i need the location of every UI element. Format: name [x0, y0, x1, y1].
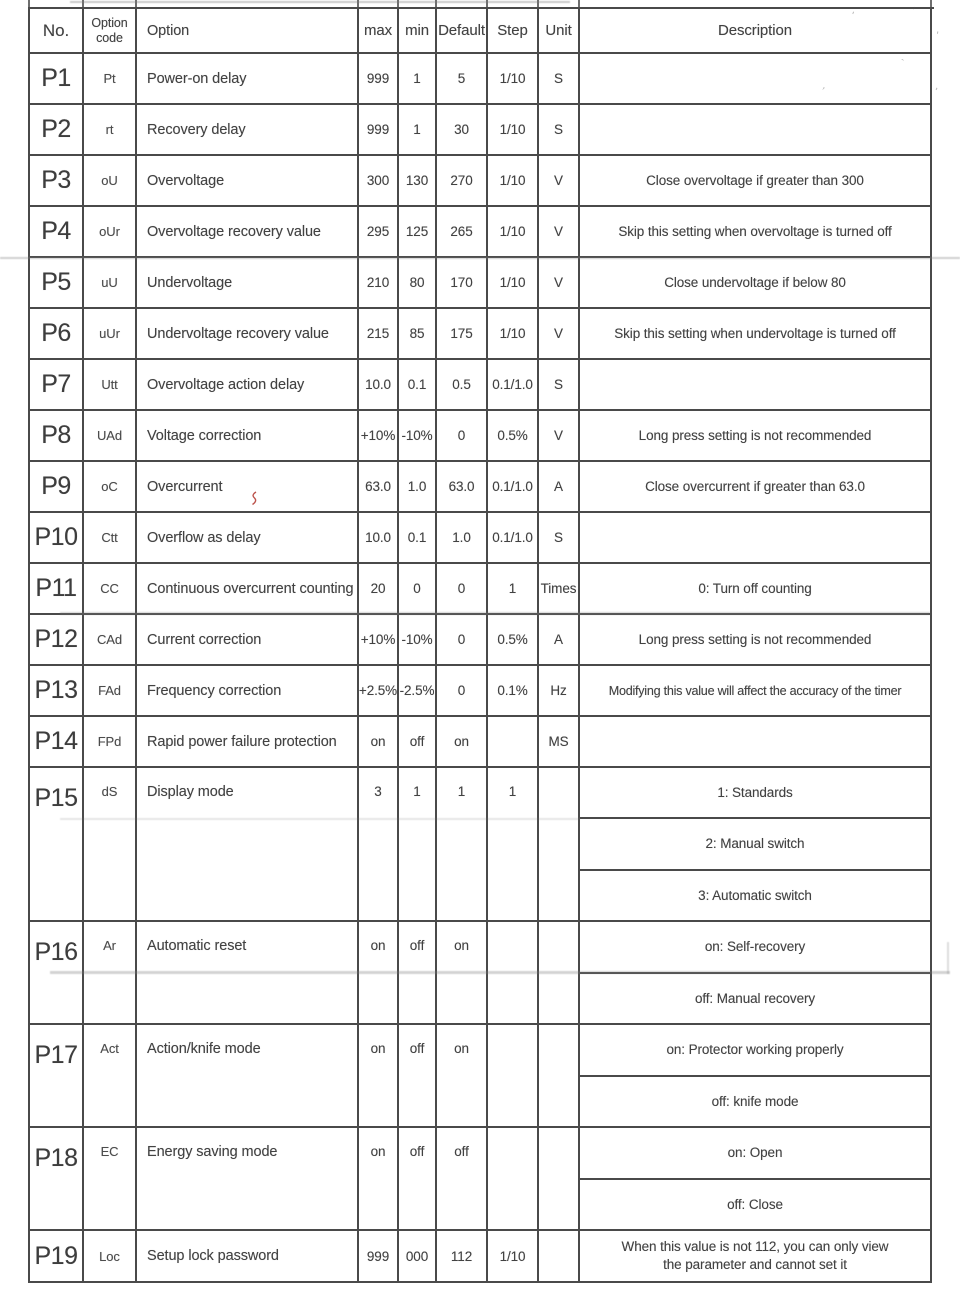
cell-max: +10% — [359, 615, 399, 666]
cell-unit: MS — [539, 717, 580, 768]
cell-option: Recovery delay — [137, 105, 359, 156]
cell-option: Automatic reset — [137, 922, 359, 1025]
cell-option: Overflow as delay — [137, 513, 359, 564]
cell-no: P16 — [30, 922, 84, 1025]
cell-default: 1 — [437, 768, 488, 922]
scan-artifact — [60, 612, 930, 615]
cell-unit: V — [539, 309, 580, 360]
cell-option: Voltage correction — [137, 411, 359, 462]
cell-description — [580, 768, 932, 922]
pencil-mark: ' — [934, 29, 940, 43]
header-option: Option — [137, 9, 359, 54]
cell-description: Skip this setting when overvoltage is turned off — [580, 207, 932, 258]
cell-no: P14 — [30, 717, 84, 768]
cell-description: Skip this setting when undervoltage is turned off — [580, 309, 932, 360]
cell-option-code: rt — [84, 105, 137, 156]
cell-option-code: oU — [84, 156, 137, 207]
cell-step: 1/10 — [488, 156, 539, 207]
cell-default: 270 — [437, 156, 488, 207]
cell-unit: S — [539, 360, 580, 411]
table-row-p13 — [30, 666, 934, 717]
description-line: 3: Automatic switch — [580, 869, 930, 920]
cell-step: 0.1% — [488, 666, 539, 717]
header-min: min — [399, 9, 437, 54]
cell-max: 999 — [359, 54, 399, 105]
cell-no: P19 — [30, 1231, 84, 1283]
cell-max: on — [359, 1025, 399, 1128]
cell-min: 0 — [399, 564, 437, 615]
cell-no: P12 — [30, 615, 84, 666]
cell-default: 1.0 — [437, 513, 488, 564]
cell-max: 3 — [359, 768, 399, 922]
cell-description: Modifying this value will affect the accuracy of the timer — [580, 666, 932, 717]
cell-no: P4 — [30, 207, 84, 258]
cell-option: Action/knife mode — [137, 1025, 359, 1128]
pencil-mark: , — [820, 80, 831, 92]
cell-no: P11 — [30, 564, 84, 615]
red-pen-mark-icon — [249, 491, 259, 506]
cell-min: 130 — [399, 156, 437, 207]
cell-default: off — [437, 1128, 488, 1231]
cell-no: P18 — [30, 1128, 84, 1231]
cell-unit: S — [539, 513, 580, 564]
header-no: No. — [30, 9, 84, 54]
cell-option: Frequency correction — [137, 666, 359, 717]
cell-description — [580, 1025, 932, 1128]
cell-default: 170 — [437, 258, 488, 309]
cell-min: -10% — [399, 615, 437, 666]
cell-step: 1/10 — [488, 54, 539, 105]
cell-max: +2.5% — [359, 666, 399, 717]
cell-max: 999 — [359, 1231, 399, 1283]
scan-artifact — [947, 942, 949, 974]
cell-option-code: Loc — [84, 1231, 137, 1283]
cell-min: off — [399, 922, 437, 1025]
cell-max: +10% — [359, 411, 399, 462]
cell-no: P1 — [30, 54, 84, 105]
cell-max: on — [359, 1128, 399, 1231]
cell-max: 295 — [359, 207, 399, 258]
cell-option: Continuous overcurrent counting — [137, 564, 359, 615]
cell-option-code: uUr — [84, 309, 137, 360]
cell-min: 1 — [399, 105, 437, 156]
header-unit: Unit — [539, 9, 580, 54]
cell-no: P9 — [30, 462, 84, 513]
cell-option-code: UAd — [84, 411, 137, 462]
cell-default: 265 — [437, 207, 488, 258]
cell-unit: V — [539, 207, 580, 258]
cell-step: 1/10 — [488, 207, 539, 258]
pencil-mark: ` — [900, 57, 908, 71]
description-line: off: knife mode — [580, 1075, 930, 1127]
cell-step — [488, 1025, 539, 1128]
cell-unit: S — [539, 54, 580, 105]
cell-option-code: dS — [84, 768, 137, 922]
cell-max: 210 — [359, 258, 399, 309]
cell-option: Rapid power failure protection — [137, 717, 359, 768]
description-line: 2: Manual switch — [580, 817, 930, 868]
pencil-mark: ' — [931, 86, 939, 98]
cell-no: P7 — [30, 360, 84, 411]
table-row-p10 — [30, 513, 934, 564]
cell-max: on — [359, 922, 399, 1025]
cell-default: 0 — [437, 666, 488, 717]
description-line: 1: Standards — [717, 785, 793, 801]
cell-no: P6 — [30, 309, 84, 360]
cell-option-code: FPd — [84, 717, 137, 768]
cell-min: 1 — [399, 768, 437, 922]
cell-default: 5 — [437, 54, 488, 105]
cell-no: P2 — [30, 105, 84, 156]
table-row-p15 — [30, 768, 934, 922]
description-line: off: Manual recovery — [580, 972, 930, 1024]
header-step: Step — [488, 9, 539, 54]
cell-option-code: uU — [84, 258, 137, 309]
cell-option-code: Utt — [84, 360, 137, 411]
cell-option-code: Act — [84, 1025, 137, 1128]
cell-min: 1.0 — [399, 462, 437, 513]
cell-unit — [539, 1231, 580, 1283]
table-row-p2 — [30, 105, 934, 156]
cell-min: 000 — [399, 1231, 437, 1283]
cell-default: on — [437, 922, 488, 1025]
header-description: Description — [580, 9, 932, 54]
table-row-p3 — [30, 156, 934, 207]
cell-no: P15 — [30, 768, 84, 922]
parameter-table — [28, 7, 934, 1283]
cell-default: 175 — [437, 309, 488, 360]
cell-unit: S — [539, 105, 580, 156]
cell-option: Overcurrent — [137, 462, 359, 513]
cell-option-code: oC — [84, 462, 137, 513]
cell-description — [580, 54, 932, 105]
cell-min: 80 — [399, 258, 437, 309]
cell-min: 85 — [399, 309, 437, 360]
cell-max: 63.0 — [359, 462, 399, 513]
cell-default: 0 — [437, 411, 488, 462]
table-header-row — [30, 9, 934, 54]
cell-no: P3 — [30, 156, 84, 207]
cell-description: Long press setting is not recommended — [580, 411, 932, 462]
cell-min: 125 — [399, 207, 437, 258]
cell-step: 0.1/1.0 — [488, 360, 539, 411]
cell-step: 0.1/1.0 — [488, 513, 539, 564]
table-row-p9 — [30, 462, 934, 513]
cell-step: 1/10 — [488, 309, 539, 360]
cell-unit: V — [539, 258, 580, 309]
cell-option-code: EC — [84, 1128, 137, 1231]
cell-no: P8 — [30, 411, 84, 462]
table-row-p17 — [30, 1025, 934, 1128]
cell-min: off — [399, 1025, 437, 1128]
table-row-p4 — [30, 207, 934, 258]
cell-unit: A — [539, 615, 580, 666]
description-line: on: Protector working properly — [666, 1042, 844, 1058]
cell-unit: V — [539, 411, 580, 462]
description-line: on: Self-recovery — [704, 939, 806, 955]
cell-description: Close overcurrent if greater than 63.0 — [580, 462, 932, 513]
table-row-p14 — [30, 717, 934, 768]
cell-step: 0.1/1.0 — [488, 462, 539, 513]
cell-step: 1/10 — [488, 105, 539, 156]
cell-step: 1 — [488, 768, 539, 922]
cell-min: 0.1 — [399, 360, 437, 411]
cell-unit: Hz — [539, 666, 580, 717]
table-row-p5 — [30, 258, 934, 309]
cell-description: 0: Turn off counting — [580, 564, 932, 615]
table-row-p12 — [30, 615, 934, 666]
cell-option: Undervoltage — [137, 258, 359, 309]
cell-option-code: Ar — [84, 922, 137, 1025]
cell-no: P13 — [30, 666, 84, 717]
cell-max: 10.0 — [359, 360, 399, 411]
table-row-p8 — [30, 411, 934, 462]
cell-option: Overvoltage action delay — [137, 360, 359, 411]
scan-artifact — [70, 1, 570, 3]
pencil-mark: ˇ — [911, 5, 921, 19]
cell-description — [580, 513, 932, 564]
cell-no: P5 — [30, 258, 84, 309]
cell-max: on — [359, 717, 399, 768]
cell-option: Display mode — [137, 768, 359, 922]
cell-description — [580, 360, 932, 411]
table-row-p7 — [30, 360, 934, 411]
cell-step: 0.5% — [488, 615, 539, 666]
cell-max: 10.0 — [359, 513, 399, 564]
cell-description: Long press setting is not recommended — [580, 615, 932, 666]
table-row-p11 — [30, 564, 934, 615]
cell-unit — [539, 1128, 580, 1231]
cell-max: 300 — [359, 156, 399, 207]
cell-default: 30 — [437, 105, 488, 156]
cell-no: P17 — [30, 1025, 84, 1128]
cell-default: on — [437, 717, 488, 768]
cell-step: 1/10 — [488, 258, 539, 309]
cell-option: Setup lock password — [137, 1231, 359, 1283]
header-option-code: Option code — [84, 9, 137, 54]
description-line: off: Close — [580, 1178, 930, 1230]
cell-description: Close overvoltage if greater than 300 — [580, 156, 932, 207]
table-row-p19 — [30, 1231, 934, 1283]
cell-option: Power-on delay — [137, 54, 359, 105]
cell-step: 0.5% — [488, 411, 539, 462]
cell-min: 0.1 — [399, 513, 437, 564]
cell-default: 112 — [437, 1231, 488, 1283]
cell-option-code: FAd — [84, 666, 137, 717]
cell-default: 0 — [437, 564, 488, 615]
cell-unit — [539, 1025, 580, 1128]
cell-default: 0.5 — [437, 360, 488, 411]
cell-step: 1 — [488, 564, 539, 615]
cell-step — [488, 717, 539, 768]
cell-step: 1/10 — [488, 1231, 539, 1283]
cell-option-code: CC — [84, 564, 137, 615]
cell-description — [580, 105, 932, 156]
cell-step — [488, 1128, 539, 1231]
cell-min: off — [399, 717, 437, 768]
cell-unit: Times — [539, 564, 580, 615]
red-pen-mark — [249, 491, 259, 511]
scan-artifact — [0, 257, 960, 259]
header-default: Default — [437, 9, 488, 54]
cell-option-code: Pt — [84, 54, 137, 105]
cell-option: Overvoltage — [137, 156, 359, 207]
cell-unit: A — [539, 462, 580, 513]
cell-unit: V — [539, 156, 580, 207]
cell-description: Close undervoltage if below 80 — [580, 258, 932, 309]
scan-artifact — [50, 971, 950, 974]
cell-description — [580, 717, 932, 768]
cell-min: 1 — [399, 54, 437, 105]
cell-default: on — [437, 1025, 488, 1128]
cell-no: P10 — [30, 513, 84, 564]
cell-min: off — [399, 1128, 437, 1231]
cell-option-code: oUr — [84, 207, 137, 258]
cell-default: 63.0 — [437, 462, 488, 513]
cell-option-code: CAd — [84, 615, 137, 666]
cell-max: 999 — [359, 105, 399, 156]
table-row-p1 — [30, 54, 934, 105]
cell-unit — [539, 768, 580, 922]
cell-option: Current correction — [137, 615, 359, 666]
cell-max: 215 — [359, 309, 399, 360]
cell-min: -10% — [399, 411, 437, 462]
scan-artifact — [60, 818, 580, 820]
cell-option-code: Ctt — [84, 513, 137, 564]
table-row-p18 — [30, 1128, 934, 1231]
pencil-mark: ' — [849, 10, 856, 22]
cell-option: Energy saving mode — [137, 1128, 359, 1231]
cell-option: Undervoltage recovery value — [137, 309, 359, 360]
cell-default: 0 — [437, 615, 488, 666]
cell-min: -2.5% — [399, 666, 437, 717]
cell-description: When this value is not 112, you can only view the parameter and cannot set it — [580, 1231, 932, 1283]
description-line: on: Open — [727, 1145, 783, 1161]
cell-max: 20 — [359, 564, 399, 615]
table-row-p6 — [30, 309, 934, 360]
cell-description — [580, 1128, 932, 1231]
header-max: max — [359, 9, 399, 54]
cell-option: Overvoltage recovery value — [137, 207, 359, 258]
